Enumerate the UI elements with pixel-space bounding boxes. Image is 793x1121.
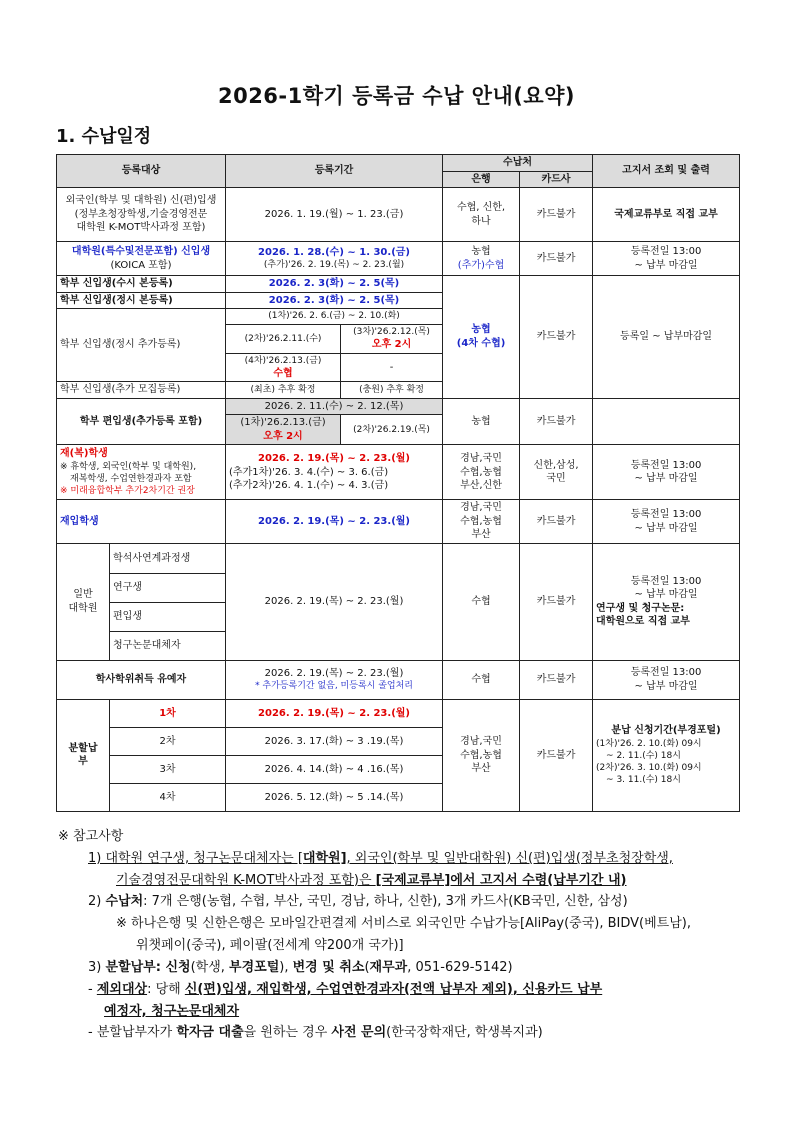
table-row	[57, 699, 740, 727]
sub-target-cell: 학석사연계과정생	[110, 543, 226, 573]
period-cell: (2차)'26.2.19.(목)	[341, 415, 443, 445]
bank-cell: 농협	[443, 398, 520, 445]
target-cell: 재(복)학생 ※ 휴학생, 외국인(학부 및 대학원), 재복학생, 수업연한경과자 포함 ※ 미래융합학부 추가2차기간 권장	[57, 445, 226, 500]
sub-target-cell: 청구논문대체자	[110, 631, 226, 660]
header-period: 등록기간	[226, 155, 443, 188]
note-3: 3) 분할납부: 신청(학생, 부경포털), 변경 및 취소(재무과, 051-629-5142)	[88, 959, 513, 975]
period-cell: 2026. 5. 12.(화) ~ 5 .14.(목)	[226, 783, 443, 811]
target-cell: 학부 신입생(수시 본등록)	[57, 276, 226, 293]
target-cell: 학사학위취득 유예자	[57, 660, 226, 699]
note-4-cont: 예정자, 청구논문대체자	[104, 1003, 240, 1019]
notes-section	[58, 826, 748, 1044]
period-cell: 2026. 1. 28.(수) ~ 1. 30.(금) (추가)'26. 2. 19.(목) ~ 2. 23.(월)	[226, 242, 443, 276]
period-cell: 2026. 2. 19.(목) ~ 2. 23.(월) * 추가등록기간 없음, 미등록시 졸업처리	[226, 660, 443, 699]
bank-cell: 농협 (추가)수협	[443, 242, 520, 276]
sub-target-cell: 3차	[110, 755, 226, 783]
period-cell: 2026. 2. 19.(목) ~ 2. 23.(월) (추가1차)'26. 3. 4.(수) ~ 3. 6.(금) (추가2차)'26. 4. 1.(수) ~ 4. 3.(금)	[226, 445, 443, 500]
header-place: 수납처	[443, 155, 593, 172]
period-cell: (2차)'26.2.11.(수)	[226, 325, 341, 354]
target-cell: 대학원(특수및전문포함) 신입생 (KOICA 포함)	[57, 242, 226, 276]
bank-cell: 경남,국민 수협,농협 부산	[443, 500, 520, 544]
card-cell: 카드불가	[520, 699, 593, 811]
bank-cell: 수협	[443, 543, 520, 660]
period-cell: 2026. 1. 19.(월) ~ 1. 23.(금)	[226, 188, 443, 242]
period-cell: (1차)'26. 2. 6.(금) ~ 2. 10.(화)	[226, 309, 443, 325]
bank-cell: 수협, 신한, 하나	[443, 188, 520, 242]
sub-target-cell: 2차	[110, 727, 226, 755]
notice-cell: 국제교류부로 직접 교부	[593, 188, 740, 242]
notice-cell: 등록전일 13:00 ~ 납부 마감일	[593, 242, 740, 276]
bank-cell: 경남,국민 수협,농협 부산,신한	[443, 445, 520, 500]
section-heading: 1. 수납일정	[56, 126, 152, 147]
period-cell: 2026. 2. 19.(목) ~ 2. 23.(월)	[226, 543, 443, 660]
period-cell: (3차)'26.2.12.(목) 오후 2시	[341, 325, 443, 354]
notice-cell	[593, 398, 740, 445]
bank-cell: 농협 (4차 수협)	[443, 276, 520, 399]
notes-heading: ※ 참고사항	[58, 829, 124, 844]
sub-target-cell: 편입생	[110, 602, 226, 631]
note-2-sub-cont: 위챗페이(중국), 페이팔(전세계 약200개 국가)]	[136, 938, 404, 954]
period-cell: (1차)'26.2.13.(금) 오후 2시	[226, 415, 341, 445]
period-cell: (충원) 추후 확정	[341, 382, 443, 399]
card-cell: 카드불가	[520, 660, 593, 699]
table-row	[57, 398, 740, 415]
target-cell: 학부 편입생(추가등록 포함)	[57, 398, 226, 445]
table-row	[57, 276, 740, 293]
sub-target-cell: 1차	[110, 699, 226, 727]
target-cell: 재입학생	[57, 500, 226, 544]
target-cell: 학부 신입생(정시 추가등록)	[57, 309, 226, 382]
group-cell: 일반 대학원	[57, 543, 110, 660]
note-5: - 분할납부자가 학자금 대출을 원하는 경우 사전 문의(한국장학재단, 학생복지과)	[88, 1025, 543, 1041]
sub-target-cell: 연구생	[110, 573, 226, 602]
period-cell: 2026. 2. 3(화) ~ 2. 5(목)	[226, 292, 443, 309]
header-target: 등록대상	[57, 155, 226, 188]
notice-cell: 등록전일 13:00 ~ 납부 마감일	[593, 500, 740, 544]
card-cell: 카드불가	[520, 242, 593, 276]
table-row	[57, 543, 740, 573]
bank-cell: 수협	[443, 660, 520, 699]
notice-cell: 등록전일 13:00 ~ 납부 마감일 연구생 및 청구논문: 대학원으로 직접 교부	[593, 543, 740, 660]
table-row	[57, 242, 740, 276]
group-cell: 분할납 부	[57, 699, 110, 811]
target-cell: 학부 신입생(정시 본등록)	[57, 292, 226, 309]
target-cell: 학부 신입생(추가 모집등록)	[57, 382, 226, 399]
header-bank: 은행	[443, 171, 520, 188]
note-4: - 제외대상: 당해 신(편)입생, 재입학생, 수업연한경과자(전액 납부자 제외), 신용카드 납부	[88, 981, 603, 997]
period-cell: 2026. 2. 11.(수) ~ 2. 12.(목)	[226, 398, 443, 415]
note-1: 1) 대학원 연구생, 청구논문대체자는 [대학원], 외국인(학부 및 일반대학원) 신(편)입생(정부초청장학생,	[88, 850, 673, 866]
target-cell: 외국인(학부 및 대학원) 신(편)입생 (정부초청장학생,기술경영전문 대학원 K-MOT박사과정 포함)	[57, 188, 226, 242]
schedule-table	[56, 154, 740, 812]
table-row	[57, 500, 740, 544]
notice-cell: 등록전일 13:00 ~ 납부 마감일	[593, 445, 740, 500]
period-cell: -	[341, 353, 443, 382]
period-cell: 2026. 4. 14.(화) ~ 4 .16.(목)	[226, 755, 443, 783]
card-cell: 카드불가	[520, 188, 593, 242]
card-cell: 카드불가	[520, 543, 593, 660]
header-card: 카드사	[520, 171, 593, 188]
card-cell: 신한,삼성, 국민	[520, 445, 593, 500]
period-cell: 2026. 2. 19.(목) ~ 2. 23.(월)	[226, 500, 443, 544]
note-2-sub: ※ 하나은행 및 신한은행은 모바일간편결제 서비스로 외국인만 수납가능[AliPay(중국), BIDV(베트남),	[116, 916, 692, 932]
notice-cell: 등록전일 13:00 ~ 납부 마감일	[593, 660, 740, 699]
notice-cell: 등록일 ~ 납부마감일	[593, 276, 740, 399]
bank-cell: 경남,국민 수협,농협 부산	[443, 699, 520, 811]
note-1-cont: 기술경영전문대학원 K-MOT박사과정 포함)은 [국제교류부]에서 고지서 수령(납부기간 내)	[116, 872, 627, 888]
notice-cell: 분납 신청기간(부경포털) (1차)'26. 2. 10.(화) 09시 ~ 2. 11.(수) 18시 (2차)'26. 3. 10.(화) 09시 ~ 3. 11.(수) 18시	[593, 699, 740, 811]
note-2: 2) 수납처: 7개 은행(농협, 수협, 부산, 국민, 경남, 하나, 신한), 3개 카드사(KB국민, 신한, 삼성)	[88, 894, 628, 910]
period-cell: (4차)'26.2.13.(금) 수협	[226, 353, 341, 382]
period-cell: 2026. 3. 17.(화) ~ 3 .19.(목)	[226, 727, 443, 755]
page-title: 2026-1학기 등록금 수납 안내(요약)	[217, 84, 576, 108]
period-cell: (최초) 추후 확정	[226, 382, 341, 399]
sub-target-cell: 4차	[110, 783, 226, 811]
card-cell: 카드불가	[520, 500, 593, 544]
header-notice: 고지서 조회 및 출력	[593, 155, 740, 188]
card-cell: 카드불가	[520, 276, 593, 399]
period-cell: 2026. 2. 19.(목) ~ 2. 23.(월)	[226, 699, 443, 727]
table-row	[57, 660, 740, 699]
period-cell: 2026. 2. 3(화) ~ 2. 5(목)	[226, 276, 443, 293]
table-row	[57, 445, 740, 500]
table-row	[57, 188, 740, 242]
card-cell: 카드불가	[520, 398, 593, 445]
